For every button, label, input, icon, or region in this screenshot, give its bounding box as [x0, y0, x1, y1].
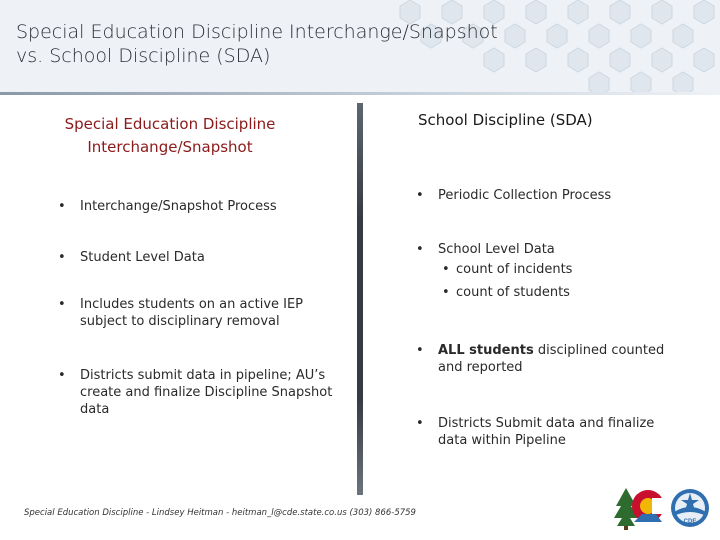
title-banner: [0, 0, 720, 92]
left-bullet-4-line-2: create and finalize Discipline Snapshot: [80, 385, 333, 400]
right-bullet-4-line-1: • Districts Submit data and finalize: [438, 416, 655, 431]
left-bullet-1-text: • Interchange/Snapshot Process: [80, 199, 277, 214]
slide-title: [16, 20, 556, 68]
cde-logo-text: CDE: [683, 519, 697, 525]
cde-logo: [612, 484, 716, 530]
right-column-heading: School Discipline (SDA): [418, 111, 593, 129]
right-bullet-4: [416, 415, 711, 449]
slide-title-line-2: vs. School Discipline (SDA): [16, 45, 271, 67]
left-heading-line-2: Interchange/Snapshot: [87, 138, 253, 156]
right-sub-bullet-1: • count of incidents: [416, 258, 706, 281]
right-bullet-3-rest: disciplined counted: [533, 343, 665, 358]
right-bullet-2-text: • School Level Data: [438, 242, 555, 257]
right-bullet-1: [416, 187, 706, 204]
left-heading-line-1: Special Education Discipline: [64, 115, 276, 133]
right-bullet-3-line-2: and reported: [438, 360, 523, 375]
left-bullet-3-line-1: • Includes students on an active IEP: [80, 297, 304, 312]
right-bullet-3-emphasis: ALL students: [438, 343, 534, 358]
slide-title-line-1: Special Education Discipline Interchange/Snapshot: [16, 21, 498, 43]
left-bullet-1: [58, 198, 348, 215]
left-bullet-3-line-2: subject to disciplinary removal: [80, 314, 280, 329]
title-underline: [0, 92, 720, 95]
right-bullet-3-line-1: [438, 342, 711, 359]
right-bullet-4-line-2: data within Pipeline: [438, 433, 566, 448]
left-column-heading: [30, 113, 310, 159]
column-divider: [357, 103, 363, 495]
cde-seal-icon: [671, 489, 709, 527]
left-bullet-4: [58, 367, 353, 418]
left-bullet-2: [58, 249, 348, 266]
right-bullet-1-text: • Periodic Collection Process: [438, 188, 612, 203]
right-sub-bullet-2: • count of students: [416, 281, 706, 304]
footer-text: Special Education Discipline - Lindsey Heitman - heitman_l@cde.state.co.us (303) 866-5759: [24, 508, 416, 518]
left-bullet-4-line-3: data: [80, 402, 110, 417]
right-bullet-3: [416, 342, 711, 376]
right-bullet-2: [416, 241, 706, 304]
left-bullet-4-line-1: • Districts submit data in pipeline; AU’s: [80, 368, 326, 383]
colorado-c-icon: [632, 490, 666, 522]
left-bullet-2-text: • Student Level Data: [80, 250, 205, 265]
left-bullet-3: [58, 296, 348, 330]
